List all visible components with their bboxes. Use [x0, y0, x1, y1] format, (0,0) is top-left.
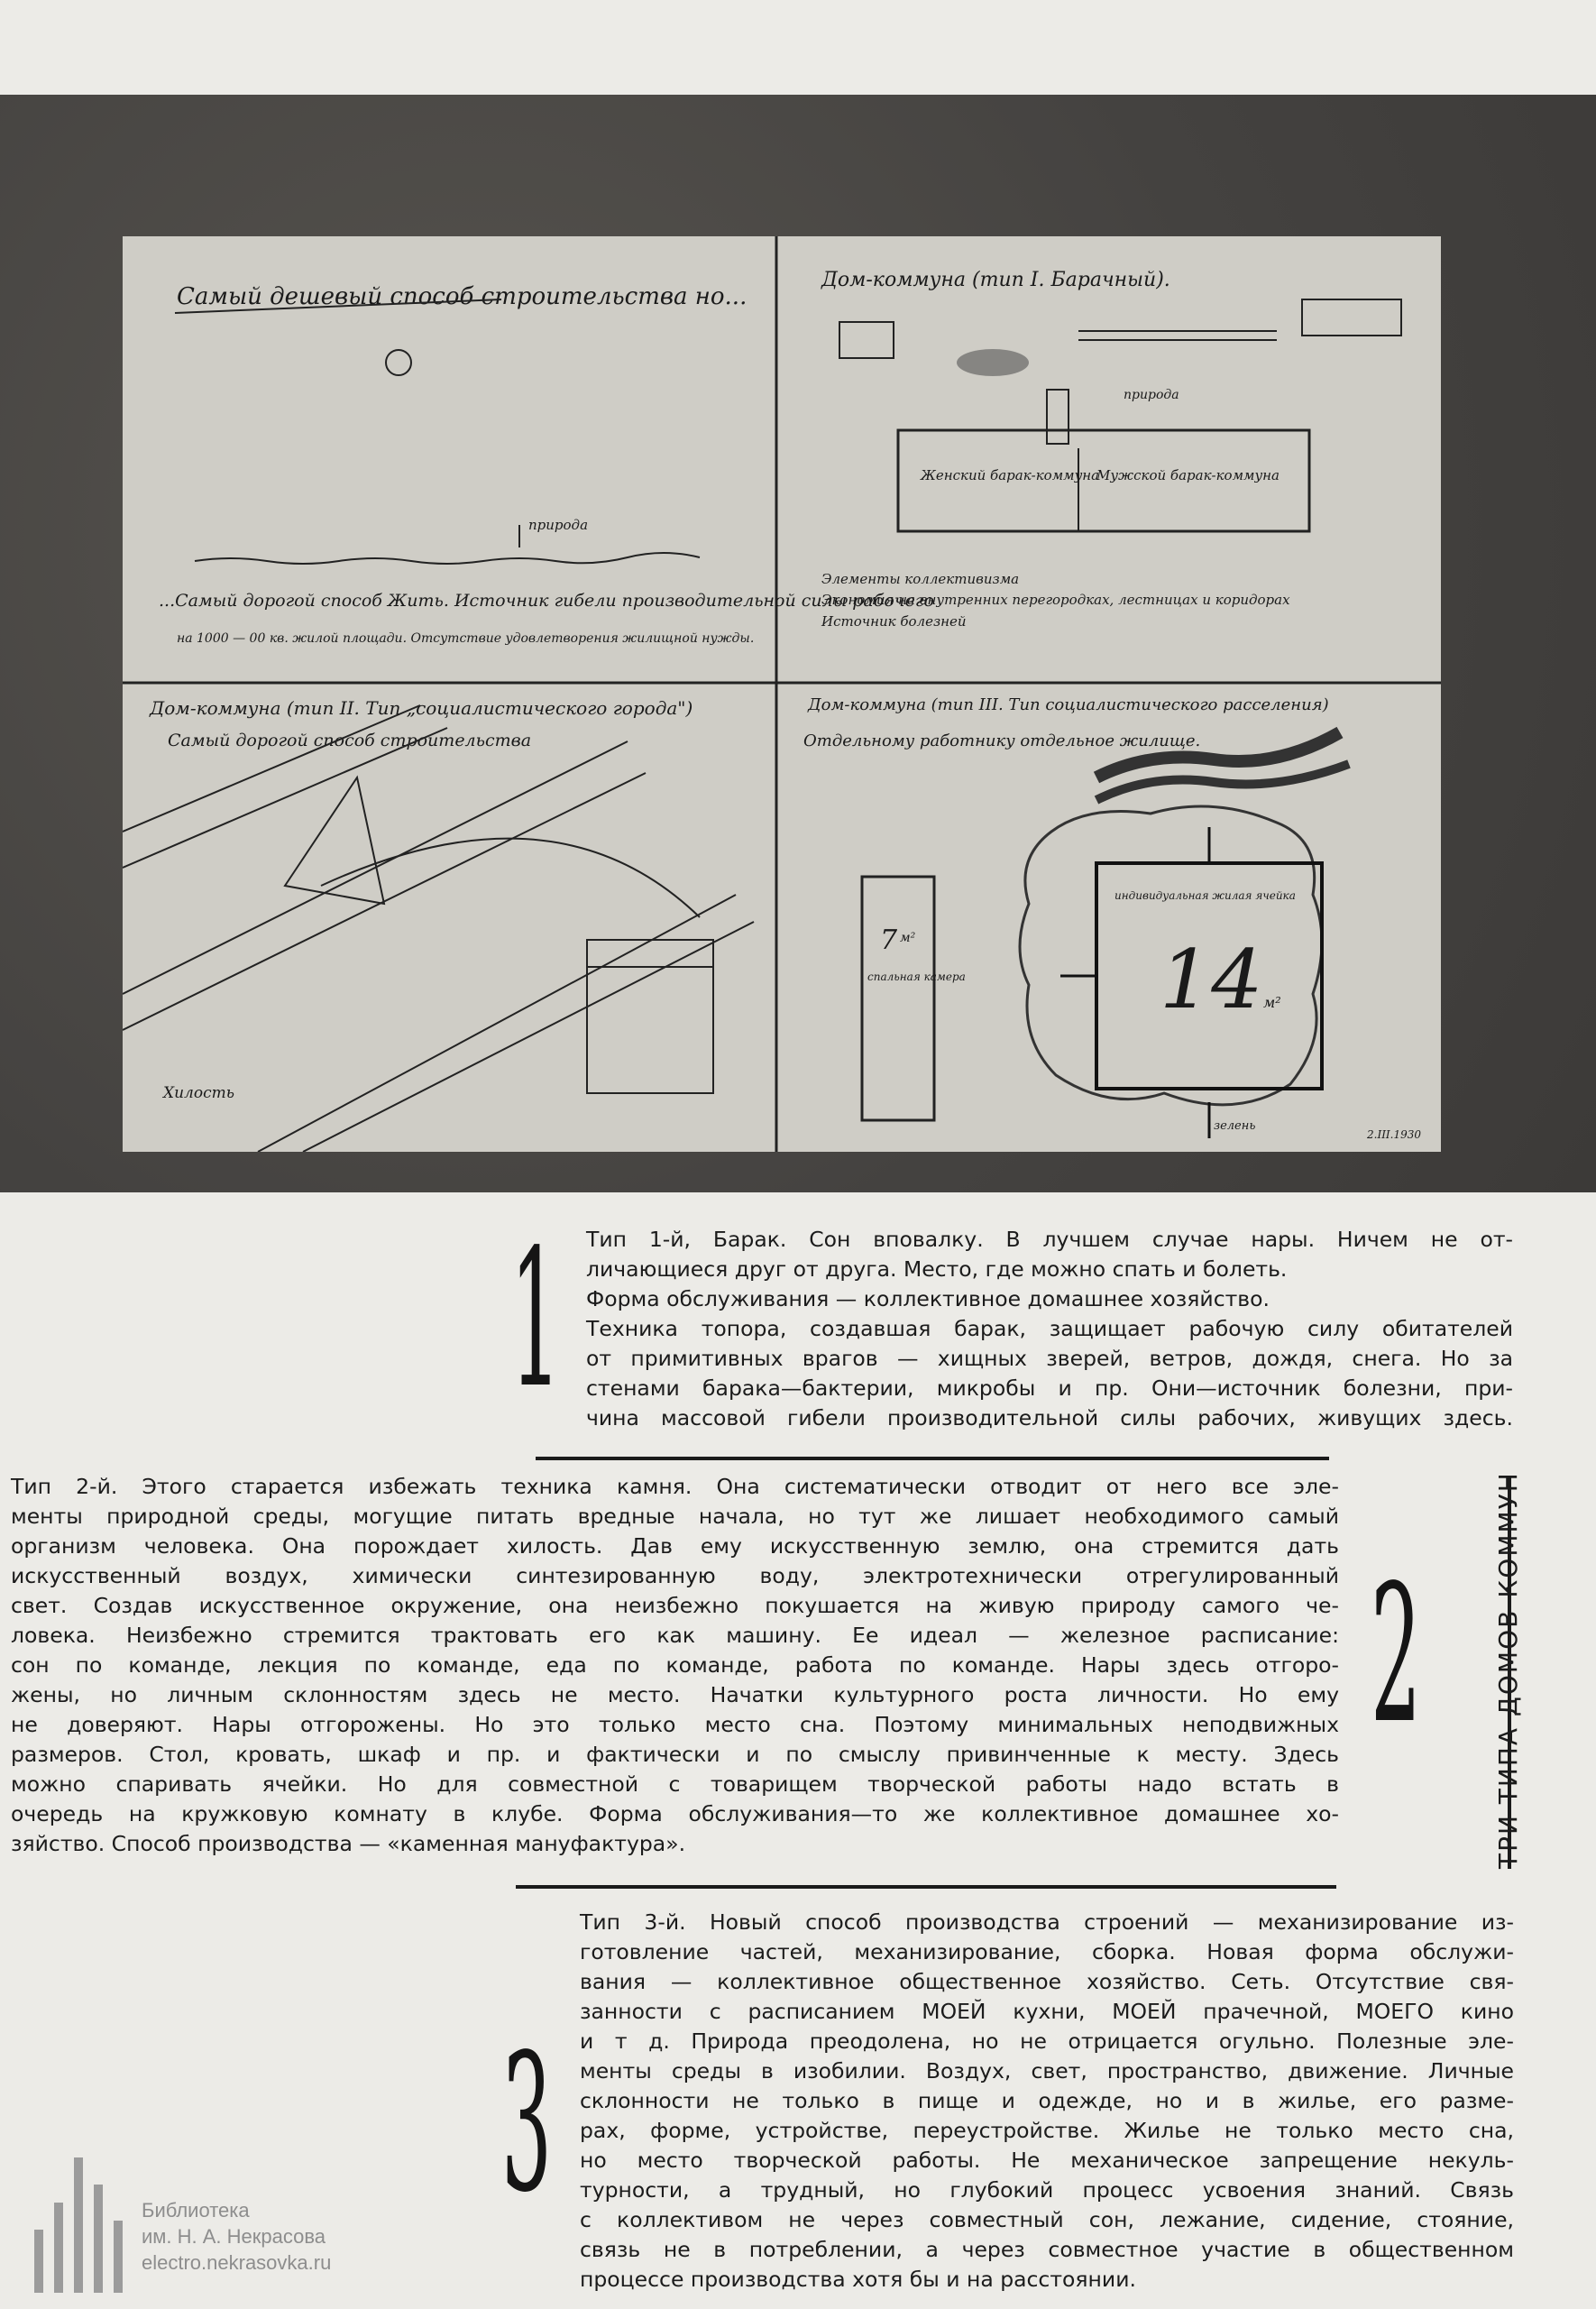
panel1-nature-label: природа: [528, 517, 589, 533]
panel3-title: Дом-коммуна (тип II. Тип „социалистического города"): [150, 697, 693, 719]
window-sketch: [587, 940, 713, 1093]
panel2-caption: Элементы коллективизма: [821, 571, 1020, 587]
section-3-line: с коллективом не через совместный сон, лежание, сидение, стояние,: [580, 2207, 1514, 2232]
section-2-line: Тип 2-й. Этого старается избежать техника камня. Она систематически отводит от него все эле-: [11, 1474, 1339, 1499]
drawing-board: [123, 236, 1441, 1152]
section-1-rule: [536, 1457, 1329, 1460]
drawing-svg: [123, 236, 1441, 1152]
library-line-1: Библиотека: [142, 2199, 250, 2222]
panel1-caption: ...Самый дорогой способ Жить. Источник гибели производительной силы рабочего: [159, 591, 934, 611]
section-2-line: ловека. Неизбежно стремится трактовать его как машину. Ее идеал — железное расписание:: [11, 1623, 1339, 1648]
section-1-number: 1: [510, 1209, 562, 1430]
library-line-3: electro.nekrasovka.ru: [142, 2251, 332, 2274]
section-1-line: личающиеся друг от друга. Место, где можно спать и болеть.: [586, 1256, 1288, 1282]
sun-icon: [386, 350, 411, 375]
panel2-women-label: Женский барак-коммуна: [921, 467, 1100, 483]
panel3-label: Хилость: [163, 1084, 235, 1102]
section-3-text: [580, 1908, 1514, 2295]
green-label: зелень: [1214, 1119, 1256, 1133]
signature-date: 2.III.1930: [1367, 1128, 1422, 1141]
section-3-line: менты среды в изобилии. Воздух, свет, пространство, движение. Личные: [580, 2058, 1514, 2084]
panel2-nature-label: природа: [1124, 388, 1179, 402]
ladder-icon: [1047, 390, 1069, 444]
panel1-title: Самый дешевый способ строительства но...: [177, 283, 748, 310]
panel4-subtitle: Отдельному работнику отдельное жилище.: [803, 731, 1201, 750]
section-3-line: склонности не только в пище и одежде, но и в жилье, его разме-: [580, 2088, 1514, 2113]
big-cell-label: индивидуальная жилая ячейка: [1114, 889, 1296, 902]
section-3-line: связь не в потреблении, а через совместное участие в общественном: [580, 2237, 1514, 2262]
section-1-text: [586, 1225, 1513, 1433]
section-2-number: 2: [1371, 1544, 1422, 1765]
big-area-unit: м²: [1263, 994, 1281, 1011]
section-3-line: процессе производства хотя бы и на расстоянии.: [580, 2267, 1136, 2292]
small-area-unit: м²: [900, 931, 916, 945]
small-area: 7: [880, 925, 898, 956]
big-area: 14: [1160, 933, 1263, 1027]
section-3-line: рах, форме, устройстве, переустройстве. Жилье не только место сна,: [580, 2118, 1514, 2143]
section-3-line: вания — коллективное общественное хозяйство. Сеть. Отсутствие свя-: [580, 1969, 1514, 1994]
section-2-line: организм человека. Она порождает хилость. Дав ему искусственную землю, она стремится дать: [11, 1533, 1339, 1559]
panel-1: [159, 283, 934, 646]
panel2-title: Дом-коммуна (тип I. Барачный).: [821, 269, 1170, 291]
library-credit: [142, 2197, 331, 2276]
library-line-2: им. Н. А. Некрасова: [142, 2225, 326, 2248]
section-1-line: чина массовой гибели производительной силы рабочих, живущих здесь.: [586, 1405, 1513, 1430]
section-1-line: стенами барака—бактерии, микробы и пр. Они—источник болезни, при-: [586, 1375, 1513, 1401]
section-3-line: занности с расписанием МОЕЙ кухни, МОЕЙ прачечной, МОЕГО кино: [580, 1999, 1514, 2024]
small-cell-label: спальная камера: [867, 971, 966, 983]
section-2-text: [11, 1472, 1339, 1859]
section-2-line: можно спаривать ячейки. Но для совместной с товарищем творческой работы надо встать в: [11, 1771, 1339, 1797]
panel3-subtitle: Самый дорогой способ строительства: [168, 731, 532, 750]
section-3-line: турности, а трудный, но глубокий процесс усвоения знаний. Связь: [580, 2177, 1514, 2203]
panel-4: [803, 695, 1421, 1141]
panel2-men-label: Мужской барак-коммуна: [1096, 467, 1280, 483]
panel1-note: на 1000 — 00 кв. жилой площади. Отсутствие удовлетворения жилищной нужды.: [177, 631, 755, 646]
library-logo-icon: [34, 2157, 130, 2293]
section-1-line: от примитивных врагов — хищных зверей, ветров, дождя, снега. Но за: [586, 1346, 1513, 1371]
section-2-line: искусственный воздух, химически синтезированную воду, электротехнически отрегулированный: [11, 1563, 1339, 1588]
section-3-line: готовление частей, механизирование, сборка. Новая форма обслужи-: [580, 1939, 1514, 1964]
section-1-line: Тип 1-й, Барак. Сон вповалку. В лучшем случае нары. Ничем не от-: [586, 1227, 1513, 1252]
cloud-icon: [957, 349, 1029, 376]
section-1-line: Форма обслуживания — коллективное домашнее хозяйство.: [586, 1286, 1270, 1311]
section-1-line: Техника топора, создавшая барак, защищает рабочую силу обитателей: [586, 1316, 1513, 1341]
section-3-number: 3: [501, 2013, 553, 2234]
panel-3: [123, 697, 754, 1152]
panel2-note1: Экономия на внутренних перегородках, лестницах и коридорах: [821, 592, 1290, 608]
section-2-rule: [516, 1885, 1336, 1889]
section-2-line: сон по команде, лекция по команде, еда по команде, работа по команде. Нары здесь отгоро-: [11, 1652, 1339, 1678]
section-2-line: очередь на кружковую комнату в клубе. Форма обслуживания—то же коллективное домашнее хо-: [11, 1801, 1339, 1826]
section-3-line: но место творческой работы. Не механическое запрещение некуль-: [580, 2148, 1514, 2173]
section-2-line: не доверяют. Нары отгорожены. Но это только место сна. Поэтому минимальных неподвижных: [11, 1712, 1339, 1737]
section-2-line: размеров. Стол, кровать, шкаф и пр. и фактически и по смыслу привинченные к месту. Здесь: [11, 1742, 1339, 1767]
panel4-title: Дом-коммуна (тип III. Тип социалистического расселения): [808, 695, 1329, 714]
small-cell: [862, 877, 934, 1120]
panel2-note2: Источник болезней: [821, 613, 967, 630]
section-2-line: зяйство. Способ производства — «каменная мануфактура».: [11, 1831, 686, 1856]
panel-2: [821, 269, 1401, 630]
ground-line: [195, 553, 700, 564]
section-3-line: и т д. Природа преодолена, но не отрицается огульно. Полезные эле-: [580, 2028, 1514, 2054]
section-2-line: свет. Создав искусственное окружение, она неизбежно покушается на живую природу самого че-: [11, 1593, 1339, 1618]
section-3-line: Тип 3-й. Новый способ производства строений — механизирование из-: [580, 1909, 1514, 1935]
side-title: ТРИ ТИПА ДОМОВ-КОММУН: [1493, 1471, 1523, 1869]
section-2-line: жены, но личным склонностям здесь не место. Начатки культурного роста личности. Но ему: [11, 1682, 1339, 1707]
section-2-line: менты природной среды, могущие питать вредные начала, но тут же лишает необходимого самый: [11, 1504, 1339, 1529]
